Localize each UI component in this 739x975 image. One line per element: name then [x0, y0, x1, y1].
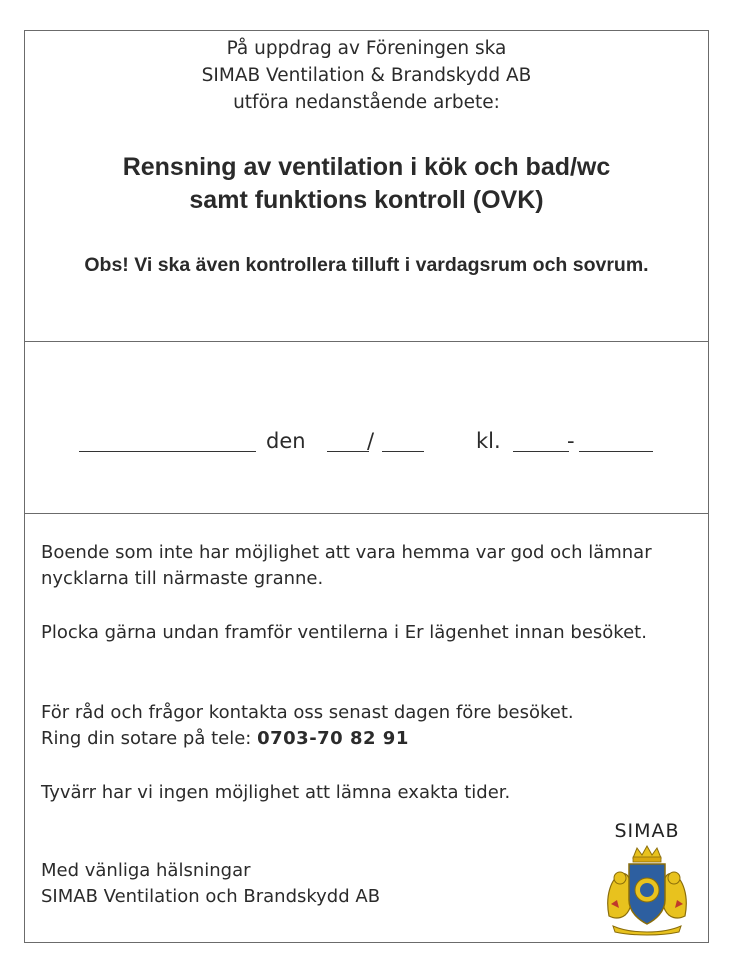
time-dash: -: [567, 429, 575, 453]
time-end-blank: [579, 451, 653, 452]
name-blank: [79, 451, 256, 452]
headline-line-1: Rensning av ventilation i kök och bad/wc: [122, 153, 611, 181]
kl-label: kl.: [476, 429, 501, 453]
info-section: [25, 514, 708, 942]
phone-prefix: Ring din sotare på tele:: [41, 728, 252, 749]
date-slash: /: [367, 429, 375, 453]
headline: [25, 151, 708, 217]
phone-number: 0703-70 82 91: [257, 728, 409, 749]
time-start-blank: [513, 451, 569, 452]
month-blank: [382, 451, 424, 452]
intro-line-3: utföra nedanstående arbete:: [233, 92, 500, 113]
logo-text: SIMAB: [614, 820, 680, 842]
closing-line-1: Med vänliga hälsningar: [41, 860, 251, 881]
obs-note: Obs! Vi ska även kontrollera tilluft i vardagsrum och sovrum.: [84, 254, 649, 276]
contact-line-1: För råd och frågor kontakta oss senast dagen före besöket.: [41, 702, 574, 723]
contact-paragraph: [41, 700, 681, 752]
clear-vents-paragraph: Plocka gärna undan framför ventilerna i Er lägenhet innan besöket.: [41, 622, 647, 643]
closing-line-2: SIMAB Ventilation och Brandskydd AB: [41, 886, 381, 907]
header-section: [25, 31, 708, 342]
appointment-line: [79, 422, 679, 456]
day-blank: [327, 451, 369, 452]
den-label: den: [266, 429, 306, 453]
closing-block: [41, 858, 681, 910]
appointment-section: [25, 342, 708, 514]
simab-logo: [597, 820, 697, 936]
intro-text: [25, 35, 708, 116]
intro-line-2: SIMAB Ventilation & Brandskydd AB: [201, 65, 532, 86]
keys-paragraph: Boende som inte har möjlighet att vara hemma var god och lämnar nycklarna till närmaste granne.: [41, 542, 652, 589]
notice-sheet: [24, 30, 709, 943]
intro-line-1: På uppdrag av Föreningen ska: [226, 38, 507, 59]
coat-of-arms-icon: [603, 844, 691, 936]
contact-line-2: [41, 726, 681, 752]
timing-paragraph: Tyvärr har vi ingen möjlighet att lämna exakta tider.: [41, 782, 511, 803]
headline-line-2: samt funktions kontroll (OVK): [189, 186, 544, 214]
